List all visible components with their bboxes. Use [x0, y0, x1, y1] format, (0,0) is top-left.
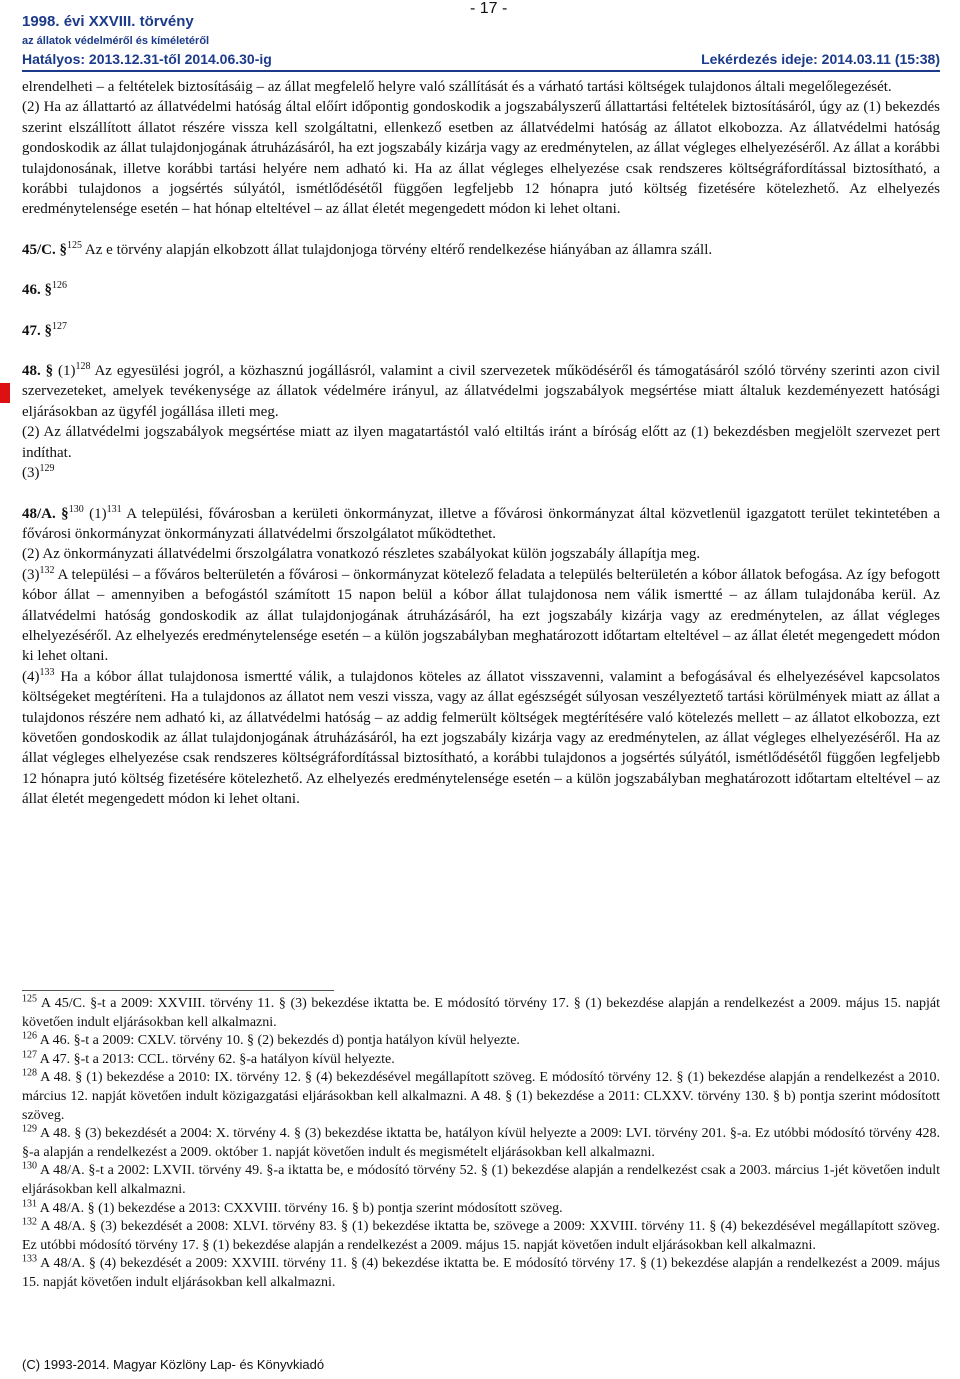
- section-48: [22, 361, 940, 422]
- footnote-ref[interactable]: 125: [67, 239, 82, 251]
- footnote: [22, 1051, 940, 1070]
- subsection-number: (1): [53, 363, 76, 380]
- change-marker: [0, 383, 10, 403]
- footnote-ref[interactable]: 127: [52, 320, 67, 332]
- footnote-number: 129: [22, 1123, 37, 1135]
- section-number: 48/A. §: [22, 505, 69, 522]
- section-number: 48. §: [22, 363, 54, 380]
- footnote-divider: [22, 990, 334, 991]
- law-title: 1998. évi XXVIII. törvény: [22, 13, 194, 30]
- footnotes: [22, 995, 940, 1293]
- section-45c: [22, 240, 940, 260]
- header-divider: [22, 70, 940, 72]
- footnote-ref[interactable]: 126: [52, 280, 67, 292]
- footnote: [22, 1032, 940, 1051]
- section-48-paragraph-3: [22, 463, 940, 483]
- footnote: [22, 1069, 940, 1125]
- query-time: Lekérdezés ideje: 2014.03.11 (15:38): [701, 51, 940, 67]
- subsection-number: (3): [22, 465, 40, 482]
- footnote-text: A 48/A. § (1) bekezdése a 2013: CXXVIII. törvény 16. § b) pontja szerint módosított szöveg.: [37, 1200, 563, 1216]
- section-text: Az egyesülési jogról, a közhasznú jogállásról, valamint a civil szervezetek működéséről és támogatásáról szóló törvény szerinti azon civil szervezeteket, amelyek tevékenysége az állatok védelmére irányul, az állatvédelmi jogszabályok megsértése miatt általuk kezdeményezett hatósági eljárásokban az ügyfél jogállása illeti meg.: [22, 363, 940, 420]
- section-46: [22, 280, 940, 300]
- section-text: Az e törvény alapján elkobzott állat tulajdonjoga törvény eltérő rendelkezése hiányában az államra száll.: [82, 241, 713, 258]
- footnote-ref[interactable]: 129: [39, 463, 55, 475]
- footnote-text: A 48. § (1) bekezdése a 2010: IX. törvény 12. § (4) bekezdésével megállapított szöveg. E módosító törvény 12. § (1) bekezdése alapján a rendelkezést a 2010. március 12. napját követően indult közigazgatási eljárásokban kell alkalmazni. A 48. § (1) bekezdése a 2011: CLXXV. törvény 130. § b) pontja szerint módosított szöveg.: [22, 1070, 940, 1123]
- section-number: 45/C. §: [22, 241, 67, 258]
- footnote-number: 128: [22, 1067, 37, 1079]
- footnote-number: 126: [22, 1030, 37, 1042]
- section-text: A települési, fővárosban a kerületi önkormányzat, illetve a fővárosi önkormányzat által közvetlenül igazgatott terület tekintetében a fővárosi önkormányzat önkormányzati állatvédelmi őrszolgálatot működtethet.: [22, 505, 940, 542]
- footnote: [22, 1218, 940, 1255]
- footnote: [22, 1125, 940, 1162]
- page-number: - 17 -: [470, 0, 508, 17]
- footnote-text: A 48/A. § (3) bekezdését a 2008: XLVI. törvény 83. § (1) bekezdése iktatta be, szövege a 2009: XXVIII. törvény 11. § (4) bekezdésével megállapított szöveg. Ez utóbbi módosító törvény 17. § (1) bekezdése alapján a rendelkezést a 2009. május 15. napját követően indult eljárásokban kell alkalmazni.: [22, 1219, 940, 1253]
- section-text: A települési – a főváros belterületén a fővárosi – önkormányzat kötelező feladata a település belterületén a kóbor állatok befogása. Az így befogott kóbor állat – amennyiben a befogástól számított 15 napon belül a kóbor állat tulajdonosa nem válik ismertté – az állam tulajdonába kerül. Az állatvédelmi hatóság gondoskodik az állat tulajdonjogának átruházásáról, ha ezt jogszabály kizárja vagy az eredménytelen, az állat végleges elhelyezéséről. Az elhelyezés eredménytelensége esetén – a külön jogszabályban meghatározott időtartam elteltével – az állat életét megengedett módon ki lehet oltani.: [22, 566, 940, 665]
- footnote-number: 133: [22, 1253, 37, 1265]
- footnote-number: 132: [22, 1216, 37, 1228]
- document-body: [22, 77, 940, 810]
- footnote-ref[interactable]: 131: [106, 503, 122, 515]
- footnote-ref[interactable]: 130: [68, 503, 84, 515]
- section-48-paragraph-2: (2) Az állatvédelmi jogszabályok megsértése miatt az ilyen magatartástól való eltiltás iránt a bíróság előtt az (1) bekezdésben megjelölt szervezet pert indíthat.: [22, 424, 940, 461]
- section-number: 47. §: [22, 322, 52, 339]
- footnote-text: A 48/A. §-t a 2002: LXVII. törvény 49. §-a iktatta be, e módosító törvény 52. § (1) bekezdése alapján a rendelkezést csak a 2003. március 1-jét követően indult eljárásokban kell alkalmazni.: [22, 1163, 940, 1197]
- footnote: [22, 1197, 940, 1219]
- footnote-text: A 46. §-t a 2009: CXLV. törvény 10. § (2) bekezdés d) pontja hatályon kívül helyezte.: [37, 1033, 520, 1049]
- footnote-number: 130: [22, 1160, 37, 1172]
- section-text: Ha a kóbor állat tulajdonosa ismertté válik, a tulajdonos köteles az állatot visszavenni, valamint a befogásával és elhelyezésével kapcsolatos költségeket megtéríteni. Ha a tulajdonos az állatot nem veszi vissza, vagy az állat egészségét súlyosan veszélyeztető tartási körülmények miatt az állat a tulajdonos részére nem adható ki, az állatvédelmi hatóság – az addig felmerült költségek megtérítésére való kötelezés mellett – az állatot elkobozza, ezt követően gondoskodik az állat tulajdonjogának átruházásáról, ha ezt jogszabály kizárja vagy az eredménytelen, az állat végleges elhelyezéséről. Ha az állat végleges elhelyezése csak rendszeres költségráfordítással biztosítható, a korábbi tulajdonos a jogsértés súlyától, ismétlődésétől függően legfeljebb 12 hónapra jutó költség fizetésére kötelezhető. Az elhelyezés eredménytelensége esetén – a külön jogszabályban meghatározott időtartam elteltével – az állat életét megengedett módon ki lehet oltani.: [22, 668, 940, 808]
- footnote-ref[interactable]: 128: [75, 361, 91, 373]
- footnote-ref[interactable]: 132: [39, 564, 55, 576]
- subsection-number: (4): [22, 668, 40, 685]
- footnote: [22, 1162, 940, 1199]
- subsection-number: (1): [83, 505, 107, 522]
- paragraph-continuation: elrendelheti – a feltételek biztosításáig – az állat megfelelő helyre való szállítását és a várható tartási költségek tulajdonos általi megelőlegezését.: [22, 79, 892, 95]
- validity-period: Hatályos: 2013.12.31-től 2014.06.30-ig: [22, 51, 272, 67]
- footnote-ref[interactable]: 133: [39, 666, 55, 678]
- footnote: [22, 995, 940, 1032]
- footnote-text: A 48. § (3) bekezdését a 2004: X. törvény 4. § (3) bekezdése iktatta be, hatályon kívül helyezte a 2009: LVI. törvény 201. §-a. Ez utóbbi módosító törvény 428. §-a alapján a rendelkezést a 2009. október 1. napját követően indult és megismételt eljárásokban kell alkalmazni.: [22, 1126, 940, 1160]
- section-47: [22, 321, 940, 341]
- footnote: [22, 1255, 940, 1292]
- footnote-text: A 47. §-t a 2013: CCL. törvény 62. §-a hatályon kívül helyezte.: [37, 1051, 395, 1067]
- copyright-footer: (C) 1993-2014. Magyar Közlöny Lap- és Könyvkiadó: [22, 1357, 325, 1372]
- footnote-text: A 48/A. § (4) bekezdését a 2009: XXVIII. törvény 11. § (4) bekezdése iktatta be. E módosító törvény 17. § (1) bekezdése alapján a rendelkezést a 2009. május 15. napját követően indult eljárásokban kell alkalmazni.: [22, 1256, 940, 1290]
- section-48a-paragraph-4: [22, 667, 940, 810]
- footnote-number: 131: [22, 1197, 37, 1209]
- footnote-text: A 45/C. §-t a 2009: XXVIII. törvény 11. § (3) bekezdése iktatta be. E módosító törvény 17. § (1) bekezdése alapján a rendelkezést a 2009. május 15. napját követően indult eljárásokban kell alkalmazni.: [22, 996, 940, 1030]
- footnote-number: 125: [22, 993, 37, 1005]
- subsection-number: (3): [22, 566, 40, 583]
- section-48a-paragraph-3: [22, 565, 940, 667]
- paragraph-2: (2) Ha az állattartó az állatvédelmi hatóság által előírt időpontig gondoskodik a jogszabályszerű állattartási feltételek biztosításáról, úgy az (1) bekezdés szerint elszállított állatot részére vissza kell szolgáltatni, ellenkező esetben az állatvédelmi hatóság az állatot elkobozza. Az állatvédelmi hatóság gondoskodik az állat tulajdonjogának átruházásáról, ha ezt jogszabály kizárja vagy az eredménytelen, az állat végleges elhelyezéséről. Az állat a korábbi tulajdonosának, illetve korábbi tartási helyére nem adható ki. Ha az állat végleges elhelyezése csak rendszeres költségráfordítással biztosítható, a korábbi tulajdonos a jogsértés súlyától, ismétlődésétől függően legfeljebb 12 hónapra jutó költség fizetésére kötelezhető. Az elhelyezés eredménytelensége esetén – hat hónap elteltével – az állat életét megengedett módon ki lehet oltani.: [22, 99, 940, 218]
- section-48a-paragraph-2: (2) Az önkormányzati állatvédelmi őrszolgálatra vonatkozó részletes szabályokat külön jogszabály állapítja meg.: [22, 546, 701, 563]
- section-48a: [22, 504, 940, 545]
- law-subtitle: az állatok védelméről és kíméletéről: [22, 35, 210, 47]
- section-number: 46. §: [22, 282, 52, 299]
- footnote-number: 127: [22, 1049, 37, 1061]
